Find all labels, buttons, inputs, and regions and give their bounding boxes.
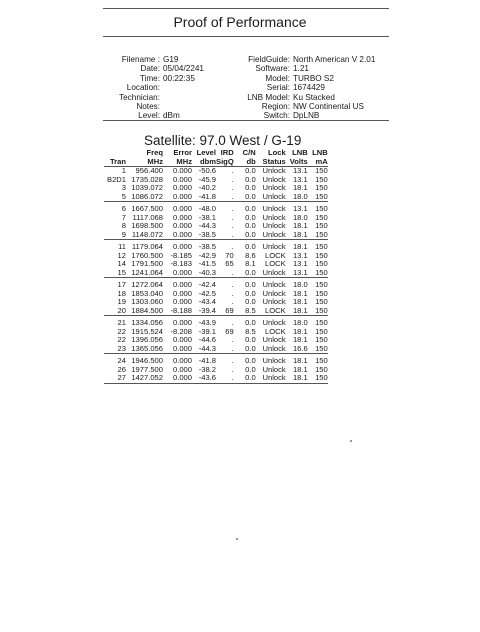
meta-row-region xyxy=(226,102,375,111)
tran-cell: 1 xyxy=(121,166,126,175)
meta-value xyxy=(160,102,163,111)
table-row xyxy=(104,307,328,316)
cn-cell: 0.0 xyxy=(234,269,256,278)
lock-status-cell: Unlock xyxy=(262,242,286,251)
scan-speck xyxy=(236,538,238,540)
tran-cell: 8 xyxy=(121,221,126,230)
lnb-volts-cell: 18.1 xyxy=(292,356,308,365)
satellite-title: Satellite: 97.0 West / G-19 xyxy=(144,133,302,148)
meta-label: Notes: xyxy=(136,102,160,112)
level-cell: -42.9 xyxy=(198,250,216,260)
sigq-cell: 69 xyxy=(225,326,234,336)
error-cell: 0.000 xyxy=(172,204,192,213)
lnb-volts-cell: 18.1 xyxy=(292,335,308,344)
meta-row-fieldguide xyxy=(226,55,375,64)
lock-status-cell: LOCK xyxy=(256,307,286,316)
lock-status-cell: Unlock xyxy=(262,204,286,213)
column-header: LNB xyxy=(312,148,328,157)
lnb-volts-cell: 18.0 xyxy=(292,280,308,289)
level-cell: -38.1 xyxy=(198,212,216,222)
meta-value xyxy=(160,83,163,92)
meta-value: North American V 2.01 xyxy=(293,55,376,64)
section-rule xyxy=(103,120,389,121)
error-cell: 0.000 xyxy=(163,345,192,354)
lock-status-cell: Unlock xyxy=(262,221,286,230)
lock-status-cell: Unlock xyxy=(262,318,286,327)
page-title: Proof of Performance xyxy=(173,14,307,30)
tran-cell: 26 xyxy=(117,364,126,374)
lnb-ma-cell: 150 xyxy=(315,204,328,213)
level-cell: -38.5 xyxy=(198,242,216,251)
freq-cell: 1698.500 xyxy=(131,221,163,230)
error-cell: 0.000 xyxy=(172,221,192,230)
lnb-ma-cell: 150 xyxy=(315,259,328,268)
lnb-ma-cell: 150 xyxy=(308,231,328,240)
cn-cell: 0.0 xyxy=(234,193,256,202)
cn-cell: 0.0 xyxy=(245,204,256,213)
sigq-cell: . xyxy=(231,221,234,230)
lnb-volts-cell: 18.1 xyxy=(286,231,308,240)
column-header: Error xyxy=(173,148,192,157)
lnb-ma-cell: 150 xyxy=(308,269,328,278)
lnb-ma-cell: 150 xyxy=(315,280,328,289)
lock-status-cell: Unlock xyxy=(256,231,286,240)
freq-cell: 1735.028 xyxy=(131,174,163,184)
error-cell: 0.000 xyxy=(163,269,192,278)
freq-cell: 1303.060 xyxy=(131,297,163,306)
sigq-cell: . xyxy=(216,231,234,240)
meta-value: dBm xyxy=(163,111,180,121)
error-cell: 0.000 xyxy=(172,166,192,175)
meta-left-block xyxy=(98,55,204,121)
sigq-cell: . xyxy=(231,174,234,184)
tran-cell: 6 xyxy=(121,204,126,213)
error-cell: 0.000 xyxy=(163,193,192,202)
cn-cell: 0.0 xyxy=(245,174,256,184)
meta-right-block xyxy=(226,55,375,121)
level-cell: -41.8 xyxy=(198,356,216,365)
meta-row-serial xyxy=(226,83,375,92)
tran-cell: 22 xyxy=(117,335,126,344)
cn-cell: 0.0 xyxy=(245,242,256,251)
freq-cell: 1241.064 xyxy=(126,269,163,278)
tran-cell: 18 xyxy=(117,288,126,298)
meta-value: G19 xyxy=(163,55,179,64)
column-header: Status xyxy=(256,158,286,167)
tran-cell: 22 xyxy=(117,326,126,336)
lnb-volts-cell: 18.1 xyxy=(286,307,308,316)
error-cell: 0.000 xyxy=(172,183,192,192)
lock-status-cell: Unlock xyxy=(262,183,286,192)
meta-label: Date: xyxy=(140,64,160,74)
lnb-volts-cell: 18.1 xyxy=(292,297,308,306)
column-header: MHz xyxy=(126,158,163,167)
meta-label: Model: xyxy=(265,73,290,83)
tran-cell: 11 xyxy=(118,242,126,251)
title-rule xyxy=(103,36,389,37)
tran-cell: 12 xyxy=(117,250,126,260)
lnb-volts-cell: 13.1 xyxy=(292,250,308,260)
column-header: LNB xyxy=(292,148,308,157)
lnb-volts-cell: 16.6 xyxy=(286,345,308,354)
meta-label: Filename : xyxy=(121,55,160,64)
cn-cell: 8.5 xyxy=(234,307,256,316)
tran-cell: 7 xyxy=(121,212,126,222)
lock-status-cell: Unlock xyxy=(256,269,286,278)
sigq-cell: . xyxy=(231,297,234,306)
meta-label: Level: xyxy=(138,111,160,121)
lnb-volts-cell: 18.0 xyxy=(286,193,308,202)
lnb-volts-cell: 18.1 xyxy=(292,221,308,230)
lock-status-cell: Unlock xyxy=(262,356,286,365)
error-cell: -8.188 xyxy=(163,307,192,316)
scan-speck xyxy=(350,440,352,442)
meta-value: TURBO S2 xyxy=(293,73,334,83)
column-header: SigQ xyxy=(216,156,234,166)
level-cell: -43.9 xyxy=(198,318,216,327)
lock-status-cell: Unlock xyxy=(262,174,286,184)
lnb-volts-cell: 18.1 xyxy=(292,242,308,251)
sigq-cell: . xyxy=(231,183,234,192)
column-header: Volts xyxy=(286,158,308,167)
meta-value xyxy=(160,93,163,102)
cn-cell: 0.0 xyxy=(234,231,256,240)
cn-cell: 0.0 xyxy=(245,183,256,192)
freq-cell: 956.400 xyxy=(135,166,163,175)
level-cell: -42.4 xyxy=(198,280,216,289)
column-header: Level xyxy=(196,148,216,157)
meta-row-date xyxy=(98,64,204,73)
lnb-volts-cell: 18.1 xyxy=(292,183,308,192)
error-cell: -8.208 xyxy=(170,326,192,336)
lnb-ma-cell: 150 xyxy=(315,250,328,260)
table-row xyxy=(104,231,328,240)
sigq-cell: . xyxy=(231,318,234,327)
top-rule xyxy=(103,8,389,9)
lnb-volts-cell: 13.1 xyxy=(292,204,308,213)
lnb-volts-cell: 13.1 xyxy=(292,259,308,268)
lnb-ma-cell: 150 xyxy=(315,364,328,374)
cn-cell: 8.6 xyxy=(245,250,256,260)
meta-label: FieldGuide: xyxy=(248,55,290,64)
error-cell: 0.000 xyxy=(172,242,192,251)
lnb-ma-cell: 150 xyxy=(315,221,328,230)
error-cell: 0.000 xyxy=(172,174,192,184)
column-header: dbm xyxy=(192,158,216,167)
tran-cell: 3 xyxy=(121,183,126,192)
sigq-cell: . xyxy=(231,356,234,365)
freq-cell: 1946.500 xyxy=(131,356,163,365)
lnb-ma-cell: 150 xyxy=(315,212,328,222)
lnb-volts-cell: 13.1 xyxy=(286,269,308,278)
meta-row-software xyxy=(226,64,375,73)
freq-cell: 1760.500 xyxy=(131,250,163,260)
sigq-cell: 69 xyxy=(216,307,234,316)
error-cell: 0.000 xyxy=(172,297,192,306)
column-header: mA xyxy=(308,158,328,167)
lnb-volts-cell: 18.1 xyxy=(292,288,308,298)
error-cell: 0.000 xyxy=(172,318,192,327)
tran-cell: 9 xyxy=(104,231,126,240)
cn-cell: 0.0 xyxy=(245,221,256,230)
lnb-ma-cell: 150 xyxy=(308,374,328,383)
lnb-ma-cell: 150 xyxy=(315,326,328,336)
level-cell: -44.3 xyxy=(198,221,216,230)
sigq-cell: . xyxy=(216,374,234,383)
freq-cell: 1791.500 xyxy=(131,259,163,268)
sigq-cell: . xyxy=(231,204,234,213)
level-cell: -44.6 xyxy=(198,335,216,344)
lnb-volts-cell: 18.0 xyxy=(292,212,308,222)
tran-cell: 5 xyxy=(104,193,126,202)
lock-status-cell: Unlock xyxy=(262,364,286,374)
tran-cell: 21 xyxy=(117,318,126,327)
meta-value: 1674429 xyxy=(293,83,325,93)
lock-status-cell: LOCK xyxy=(265,250,286,260)
freq-cell: 1365.056 xyxy=(126,345,163,354)
cn-cell: 8.1 xyxy=(245,259,256,268)
sigq-cell: . xyxy=(231,288,234,298)
level-cell: -41.8 xyxy=(192,193,216,202)
sigq-cell: . xyxy=(231,280,234,289)
freq-cell: 1977.500 xyxy=(131,364,163,374)
freq-cell: 1086.072 xyxy=(126,193,163,202)
meta-row-filename xyxy=(98,55,204,64)
cn-cell: 0.0 xyxy=(245,166,256,175)
meta-row-notes xyxy=(98,102,204,111)
lnb-ma-cell: 150 xyxy=(315,288,328,298)
meta-row-technician xyxy=(98,93,204,102)
freq-cell: 1117.068 xyxy=(132,212,163,222)
error-cell: 0.000 xyxy=(172,288,192,298)
freq-cell: 1148.072 xyxy=(126,231,163,240)
column-header: MHz xyxy=(163,158,192,167)
column-header: Lock xyxy=(268,148,286,157)
sigq-cell: 65 xyxy=(225,259,234,268)
error-cell: -8.185 xyxy=(170,250,192,260)
column-header: db xyxy=(234,158,256,167)
cn-cell: 0.0 xyxy=(245,288,256,298)
lock-status-cell: Unlock xyxy=(256,374,286,383)
performance-table xyxy=(104,149,328,384)
meta-label: Software: xyxy=(255,64,290,74)
meta-label: Region: xyxy=(261,102,290,112)
meta-row-time xyxy=(98,74,204,83)
tran-cell: 15 xyxy=(104,269,126,278)
tran-cell: 20 xyxy=(104,307,126,316)
lnb-ma-cell: 150 xyxy=(315,166,328,175)
meta-label: Serial: xyxy=(266,83,290,93)
freq-cell: 1915.524 xyxy=(131,326,163,336)
lnb-volts-cell: 18.1 xyxy=(292,364,308,374)
meta-row-location xyxy=(98,83,204,92)
freq-cell: 1334.056 xyxy=(131,318,163,327)
performance-table-body xyxy=(104,167,328,384)
cn-cell: 0.0 xyxy=(245,297,256,306)
cn-cell: 0.0 xyxy=(245,335,256,344)
meta-value: 05/04/2241 xyxy=(163,64,204,74)
level-cell: -39.4 xyxy=(192,307,216,316)
error-cell: 0.000 xyxy=(172,212,192,222)
tran-cell: 14 xyxy=(117,259,126,268)
sigq-cell: . xyxy=(216,345,234,354)
sigq-cell: . xyxy=(231,335,234,344)
level-cell: -44.3 xyxy=(192,345,216,354)
freq-cell: 1272.064 xyxy=(131,280,163,289)
error-cell: 0.000 xyxy=(163,231,192,240)
level-cell: -38.5 xyxy=(192,231,216,240)
lock-status-cell: Unlock xyxy=(256,345,286,354)
freq-cell: 1884.500 xyxy=(126,307,163,316)
table-row xyxy=(104,345,328,354)
lock-status-cell: Unlock xyxy=(256,193,286,202)
table-row xyxy=(104,193,328,202)
tran-cell: B2D1 xyxy=(107,174,126,184)
freq-cell: 1427.052 xyxy=(126,374,163,383)
lnb-ma-cell: 150 xyxy=(308,307,328,316)
lnb-ma-cell: 150 xyxy=(315,335,328,344)
table-row xyxy=(104,269,328,278)
lnb-volts-cell: 13.1 xyxy=(292,174,308,184)
meta-value: DpLNB xyxy=(293,111,320,121)
lock-status-cell: LOCK xyxy=(265,259,286,268)
lock-status-cell: Unlock xyxy=(262,280,286,289)
meta-row-model xyxy=(226,74,375,83)
meta-value: 1.21 xyxy=(293,64,309,74)
lnb-ma-cell: 150 xyxy=(315,242,328,251)
table-row xyxy=(104,374,328,383)
meta-label: Technician: xyxy=(119,92,160,102)
freq-cell: 1396.056 xyxy=(131,335,163,344)
cn-cell: 0.0 xyxy=(234,374,256,383)
lock-status-cell: Unlock xyxy=(262,212,286,222)
lnb-ma-cell: 150 xyxy=(315,297,328,306)
meta-value: Ku Stacked xyxy=(293,92,335,102)
level-cell: -40.3 xyxy=(192,269,216,278)
tran-cell: 27 xyxy=(104,374,126,383)
cn-cell: 8.5 xyxy=(245,326,256,336)
freq-cell: 1039.072 xyxy=(131,183,163,192)
sigq-cell: . xyxy=(216,269,234,278)
lock-status-cell: LOCK xyxy=(265,326,286,336)
error-cell: 0.000 xyxy=(172,280,192,289)
lnb-ma-cell: 150 xyxy=(315,183,328,192)
cn-cell: 0.0 xyxy=(245,364,256,374)
lnb-ma-cell: 150 xyxy=(315,318,328,327)
meta-value: 00:22:35 xyxy=(163,73,195,83)
sigq-cell: 70 xyxy=(225,250,234,260)
cn-cell: 0.0 xyxy=(245,280,256,289)
level-cell: -50.6 xyxy=(198,166,216,175)
cn-cell: 0.0 xyxy=(234,345,256,354)
tran-cell: 23 xyxy=(104,345,126,354)
meta-value: NW Continental US xyxy=(293,102,364,112)
sigq-cell: . xyxy=(231,212,234,222)
level-cell: -39.1 xyxy=(198,326,216,336)
lock-status-cell: Unlock xyxy=(262,297,286,306)
level-cell: -45.9 xyxy=(198,174,216,184)
level-cell: -43.4 xyxy=(198,297,216,306)
level-cell: -43.6 xyxy=(192,374,216,383)
lnb-volts-cell: 18.1 xyxy=(286,374,308,383)
error-cell: 0.000 xyxy=(172,356,192,365)
cn-cell: 0.0 xyxy=(245,212,256,222)
cn-cell: 0.0 xyxy=(245,356,256,365)
lnb-volts-cell: 13.1 xyxy=(292,166,308,175)
level-cell: -40.2 xyxy=(198,183,216,192)
meta-label: Time: xyxy=(139,73,160,83)
lnb-ma-cell: 150 xyxy=(315,174,328,184)
lnb-ma-cell: 150 xyxy=(308,193,328,202)
tran-cell: 24 xyxy=(117,356,126,365)
level-cell: -38.2 xyxy=(198,364,216,374)
error-cell: 0.000 xyxy=(172,335,192,344)
freq-cell: 1667.500 xyxy=(131,204,163,213)
lock-status-cell: Unlock xyxy=(262,288,286,298)
meta-label: Location: xyxy=(126,83,160,93)
lock-status-cell: Unlock xyxy=(262,335,286,344)
sigq-cell: . xyxy=(231,242,234,251)
sigq-cell: . xyxy=(231,166,234,175)
column-header: C/N xyxy=(242,148,256,157)
error-cell: 0.000 xyxy=(172,364,192,374)
sigq-cell: . xyxy=(231,364,234,374)
lnb-volts-cell: 18.1 xyxy=(292,326,308,336)
lnb-volts-cell: 18.0 xyxy=(292,318,308,327)
cn-cell: 0.0 xyxy=(245,318,256,327)
tran-cell: 17 xyxy=(117,280,126,289)
level-cell: -48.0 xyxy=(198,204,216,213)
lnb-ma-cell: 150 xyxy=(315,356,328,365)
tran-cell: 19 xyxy=(117,297,126,306)
lnb-ma-cell: 150 xyxy=(308,345,328,354)
column-header: Freq xyxy=(146,148,163,157)
level-cell: -41.5 xyxy=(198,259,216,268)
error-cell: 0.000 xyxy=(163,374,192,383)
meta-label: LNB Model: xyxy=(247,92,290,102)
freq-cell: 1179.064 xyxy=(131,242,163,251)
meta-row-lnb-model xyxy=(226,93,375,102)
column-header: Tran xyxy=(104,158,126,167)
meta-label: Switch: xyxy=(263,111,290,121)
freq-cell: 1853.040 xyxy=(131,288,163,298)
column-header: IRD xyxy=(220,148,234,157)
sigq-cell: . xyxy=(216,193,234,202)
level-cell: -42.5 xyxy=(198,288,216,298)
lock-status-cell: Unlock xyxy=(262,166,286,175)
error-cell: -8.183 xyxy=(170,259,192,268)
